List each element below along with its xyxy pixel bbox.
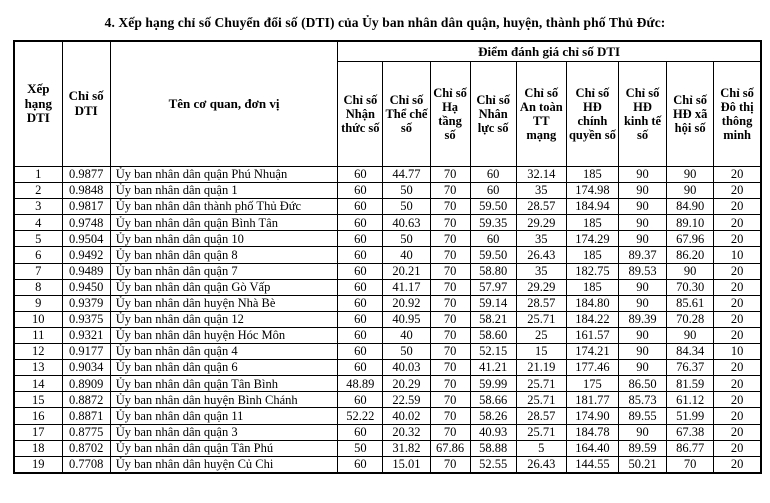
score-cell: 40.95 bbox=[383, 311, 430, 327]
header-row-group bbox=[14, 41, 761, 62]
org-name-cell: Ủy ban nhân dân quận 12 bbox=[110, 311, 338, 327]
table-row bbox=[14, 167, 761, 183]
score-cell: 20 bbox=[714, 263, 761, 279]
score-cell: 60 bbox=[338, 183, 383, 199]
score-cell: 60 bbox=[338, 279, 383, 295]
score-cell: 20 bbox=[714, 327, 761, 343]
score-cell: 15.01 bbox=[383, 456, 430, 473]
table-row bbox=[14, 376, 761, 392]
score-cell: 60 bbox=[470, 167, 516, 183]
dti-index-cell: 0.9504 bbox=[62, 231, 110, 247]
score-cell: 60 bbox=[338, 263, 383, 279]
score-cell: 61.12 bbox=[667, 392, 714, 408]
rank-cell: 4 bbox=[14, 215, 62, 231]
column-header-name: Tên cơ quan, đơn vị bbox=[110, 41, 338, 167]
score-cell: 52.22 bbox=[338, 408, 383, 424]
org-name-cell: Ủy ban nhân dân huyện Nhà Bè bbox=[110, 295, 338, 311]
table-row bbox=[14, 199, 761, 215]
score-cell: 48.89 bbox=[338, 376, 383, 392]
score-cell: 90 bbox=[618, 215, 666, 231]
score-cell: 22.59 bbox=[383, 392, 430, 408]
score-cell: 25.71 bbox=[516, 376, 566, 392]
dti-index-cell: 0.9375 bbox=[62, 311, 110, 327]
score-cell: 90 bbox=[618, 424, 666, 440]
table-row bbox=[14, 311, 761, 327]
score-cell: 70 bbox=[430, 199, 470, 215]
table-row bbox=[14, 247, 761, 263]
score-cell: 185 bbox=[566, 215, 618, 231]
dti-index-cell: 0.9177 bbox=[62, 344, 110, 360]
rank-cell: 8 bbox=[14, 279, 62, 295]
score-cell: 20 bbox=[714, 392, 761, 408]
score-cell: 26.43 bbox=[516, 247, 566, 263]
org-name-cell: Ủy ban nhân dân thành phố Thủ Đức bbox=[110, 199, 338, 215]
org-name-cell: Ủy ban nhân dân huyện Bình Chánh bbox=[110, 392, 338, 408]
score-cell: 181.77 bbox=[566, 392, 618, 408]
score-cell: 20 bbox=[714, 183, 761, 199]
column-header-nhan-luc-so: Chỉ số Nhân lực số bbox=[470, 62, 516, 167]
score-cell: 86.20 bbox=[667, 247, 714, 263]
score-cell: 70 bbox=[430, 215, 470, 231]
rank-cell: 5 bbox=[14, 231, 62, 247]
score-cell: 20 bbox=[714, 199, 761, 215]
score-cell: 90 bbox=[618, 344, 666, 360]
score-cell: 51.99 bbox=[667, 408, 714, 424]
score-cell: 29.29 bbox=[516, 215, 566, 231]
score-cell: 67.38 bbox=[667, 424, 714, 440]
score-cell: 89.55 bbox=[618, 408, 666, 424]
dti-index-cell: 0.9321 bbox=[62, 327, 110, 343]
rank-cell: 14 bbox=[14, 376, 62, 392]
score-cell: 58.80 bbox=[470, 263, 516, 279]
table-row bbox=[14, 215, 761, 231]
org-name-cell: Ủy ban nhân dân huyện Củ Chi bbox=[110, 456, 338, 473]
table-row bbox=[14, 456, 761, 473]
score-cell: 90 bbox=[667, 183, 714, 199]
column-header-an-toan-tt-mang: Chỉ số An toàn TT mạng bbox=[516, 62, 566, 167]
score-cell: 5 bbox=[516, 440, 566, 456]
score-cell: 90 bbox=[618, 279, 666, 295]
org-name-cell: Ủy ban nhân dân quận Bình Tân bbox=[110, 215, 338, 231]
score-cell: 20 bbox=[714, 360, 761, 376]
table-row bbox=[14, 392, 761, 408]
score-cell: 84.90 bbox=[667, 199, 714, 215]
org-name-cell: Ủy ban nhân dân quận 4 bbox=[110, 344, 338, 360]
column-header-hd-kinh-te-so: Chỉ số HĐ kinh tế số bbox=[618, 62, 666, 167]
table-row bbox=[14, 183, 761, 199]
column-header-scores-group: Điểm đánh giá chỉ số DTI bbox=[338, 41, 761, 62]
dti-index-cell: 0.9379 bbox=[62, 295, 110, 311]
score-cell: 70 bbox=[430, 327, 470, 343]
score-cell: 174.98 bbox=[566, 183, 618, 199]
score-cell: 60 bbox=[470, 231, 516, 247]
rank-cell: 15 bbox=[14, 392, 62, 408]
score-cell: 60 bbox=[338, 199, 383, 215]
score-cell: 60 bbox=[470, 183, 516, 199]
score-cell: 20 bbox=[714, 295, 761, 311]
column-header-the-che-so: Chỉ số Thể chế số bbox=[383, 62, 430, 167]
score-cell: 90 bbox=[618, 167, 666, 183]
score-cell: 60 bbox=[338, 360, 383, 376]
score-cell: 85.61 bbox=[667, 295, 714, 311]
score-cell: 58.60 bbox=[470, 327, 516, 343]
score-cell: 60 bbox=[338, 295, 383, 311]
org-name-cell: Ủy ban nhân dân quận 11 bbox=[110, 408, 338, 424]
score-cell: 67.86 bbox=[430, 440, 470, 456]
org-name-cell: Ủy ban nhân dân quận Gò Vấp bbox=[110, 279, 338, 295]
column-header-hd-chinh-quyen-so: Chỉ số HĐ chính quyền số bbox=[566, 62, 618, 167]
rank-cell: 6 bbox=[14, 247, 62, 263]
score-cell: 60 bbox=[338, 392, 383, 408]
score-cell: 20 bbox=[714, 376, 761, 392]
score-cell: 40.02 bbox=[383, 408, 430, 424]
dti-index-cell: 0.7708 bbox=[62, 456, 110, 473]
score-cell: 70 bbox=[430, 456, 470, 473]
score-cell: 60 bbox=[338, 247, 383, 263]
score-cell: 41.17 bbox=[383, 279, 430, 295]
score-cell: 50.21 bbox=[618, 456, 666, 473]
table-body bbox=[14, 167, 761, 473]
org-name-cell: Ủy ban nhân dân quận 3 bbox=[110, 424, 338, 440]
rank-cell: 11 bbox=[14, 327, 62, 343]
score-cell: 81.59 bbox=[667, 376, 714, 392]
score-cell: 25 bbox=[516, 327, 566, 343]
score-cell: 40.03 bbox=[383, 360, 430, 376]
rank-cell: 18 bbox=[14, 440, 62, 456]
org-name-cell: Ủy ban nhân dân quận 10 bbox=[110, 231, 338, 247]
score-cell: 60 bbox=[338, 424, 383, 440]
score-cell: 58.21 bbox=[470, 311, 516, 327]
score-cell: 10 bbox=[714, 344, 761, 360]
score-cell: 184.78 bbox=[566, 424, 618, 440]
score-cell: 89.37 bbox=[618, 247, 666, 263]
page-title: 4. Xếp hạng chỉ số Chuyển đổi số (DTI) của Ủy ban nhân dân quận, huyện, thành phố Thủ Đức: bbox=[104, 15, 666, 30]
score-cell: 60 bbox=[338, 231, 383, 247]
score-cell: 59.50 bbox=[470, 199, 516, 215]
score-cell: 10 bbox=[714, 247, 761, 263]
score-cell: 70 bbox=[430, 231, 470, 247]
score-cell: 20 bbox=[714, 311, 761, 327]
table-row bbox=[14, 408, 761, 424]
score-cell: 177.46 bbox=[566, 360, 618, 376]
score-cell: 21.19 bbox=[516, 360, 566, 376]
org-name-cell: Ủy ban nhân dân quận 8 bbox=[110, 247, 338, 263]
rank-cell: 16 bbox=[14, 408, 62, 424]
column-header-dti: Chỉ số DTI bbox=[62, 41, 110, 167]
score-cell: 20 bbox=[714, 215, 761, 231]
table-row bbox=[14, 440, 761, 456]
score-cell: 70 bbox=[430, 279, 470, 295]
dti-index-cell: 0.9877 bbox=[62, 167, 110, 183]
score-cell: 15 bbox=[516, 344, 566, 360]
score-cell: 90 bbox=[618, 231, 666, 247]
org-name-cell: Ủy ban nhân dân quận 7 bbox=[110, 263, 338, 279]
dti-index-cell: 0.8775 bbox=[62, 424, 110, 440]
rank-cell: 10 bbox=[14, 311, 62, 327]
score-cell: 20 bbox=[714, 408, 761, 424]
score-cell: 184.80 bbox=[566, 295, 618, 311]
score-cell: 20 bbox=[714, 456, 761, 473]
score-cell: 90 bbox=[618, 360, 666, 376]
score-cell: 26.43 bbox=[516, 456, 566, 473]
org-name-cell: Ủy ban nhân dân huyện Hóc Môn bbox=[110, 327, 338, 343]
score-cell: 70 bbox=[430, 167, 470, 183]
dti-index-cell: 0.9450 bbox=[62, 279, 110, 295]
score-cell: 25.71 bbox=[516, 311, 566, 327]
dti-index-cell: 0.8702 bbox=[62, 440, 110, 456]
score-cell: 40 bbox=[383, 247, 430, 263]
dti-index-cell: 0.8871 bbox=[62, 408, 110, 424]
score-cell: 20 bbox=[714, 440, 761, 456]
score-cell: 89.53 bbox=[618, 263, 666, 279]
score-cell: 20.29 bbox=[383, 376, 430, 392]
score-cell: 144.55 bbox=[566, 456, 618, 473]
score-cell: 58.26 bbox=[470, 408, 516, 424]
dti-index-cell: 0.9748 bbox=[62, 215, 110, 231]
org-name-cell: Ủy ban nhân dân quận 1 bbox=[110, 183, 338, 199]
score-cell: 44.77 bbox=[383, 167, 430, 183]
rank-cell: 9 bbox=[14, 295, 62, 311]
rank-cell: 17 bbox=[14, 424, 62, 440]
score-cell: 89.10 bbox=[667, 215, 714, 231]
score-cell: 58.66 bbox=[470, 392, 516, 408]
score-cell: 57.97 bbox=[470, 279, 516, 295]
score-cell: 90 bbox=[618, 199, 666, 215]
score-cell: 70 bbox=[430, 263, 470, 279]
table-row bbox=[14, 231, 761, 247]
score-cell: 70 bbox=[430, 408, 470, 424]
org-name-cell: Ủy ban nhân dân quận 6 bbox=[110, 360, 338, 376]
score-cell: 40 bbox=[383, 327, 430, 343]
score-cell: 175 bbox=[566, 376, 618, 392]
dti-index-cell: 0.8909 bbox=[62, 376, 110, 392]
score-cell: 161.57 bbox=[566, 327, 618, 343]
score-cell: 20 bbox=[714, 279, 761, 295]
score-cell: 59.99 bbox=[470, 376, 516, 392]
score-cell: 184.94 bbox=[566, 199, 618, 215]
table-row bbox=[14, 360, 761, 376]
rank-cell: 12 bbox=[14, 344, 62, 360]
score-cell: 28.57 bbox=[516, 295, 566, 311]
score-cell: 185 bbox=[566, 279, 618, 295]
rank-cell: 7 bbox=[14, 263, 62, 279]
score-cell: 40.93 bbox=[470, 424, 516, 440]
score-cell: 28.57 bbox=[516, 199, 566, 215]
column-header-hd-xa-hoi-so: Chỉ số HĐ xã hội số bbox=[667, 62, 714, 167]
score-cell: 32.14 bbox=[516, 167, 566, 183]
column-header-ha-tang-so: Chỉ số Hạ tầng số bbox=[430, 62, 470, 167]
score-cell: 25.71 bbox=[516, 392, 566, 408]
score-cell: 20 bbox=[714, 424, 761, 440]
score-cell: 50 bbox=[338, 440, 383, 456]
score-cell: 60 bbox=[338, 215, 383, 231]
rank-cell: 2 bbox=[14, 183, 62, 199]
score-cell: 59.14 bbox=[470, 295, 516, 311]
score-cell: 174.90 bbox=[566, 408, 618, 424]
score-cell: 35 bbox=[516, 263, 566, 279]
score-cell: 70 bbox=[667, 456, 714, 473]
score-cell: 60 bbox=[338, 456, 383, 473]
score-cell: 28.57 bbox=[516, 408, 566, 424]
score-cell: 70 bbox=[430, 424, 470, 440]
table-row bbox=[14, 344, 761, 360]
score-cell: 52.15 bbox=[470, 344, 516, 360]
dti-index-cell: 0.9492 bbox=[62, 247, 110, 263]
score-cell: 184.22 bbox=[566, 311, 618, 327]
score-cell: 70.28 bbox=[667, 311, 714, 327]
score-cell: 86.50 bbox=[618, 376, 666, 392]
score-cell: 70 bbox=[430, 392, 470, 408]
score-cell: 86.77 bbox=[667, 440, 714, 456]
rank-cell: 13 bbox=[14, 360, 62, 376]
score-cell: 40.63 bbox=[383, 215, 430, 231]
score-cell: 90 bbox=[667, 263, 714, 279]
score-cell: 76.37 bbox=[667, 360, 714, 376]
score-cell: 185 bbox=[566, 167, 618, 183]
score-cell: 20.21 bbox=[383, 263, 430, 279]
score-cell: 70 bbox=[430, 344, 470, 360]
score-cell: 50 bbox=[383, 199, 430, 215]
rank-cell: 19 bbox=[14, 456, 62, 473]
score-cell: 59.50 bbox=[470, 247, 516, 263]
table-row bbox=[14, 424, 761, 440]
dti-index-cell: 0.9034 bbox=[62, 360, 110, 376]
score-cell: 89.39 bbox=[618, 311, 666, 327]
score-cell: 90 bbox=[618, 183, 666, 199]
score-cell: 20 bbox=[714, 167, 761, 183]
score-cell: 85.73 bbox=[618, 392, 666, 408]
score-cell: 20.32 bbox=[383, 424, 430, 440]
score-cell: 60 bbox=[338, 167, 383, 183]
score-cell: 60 bbox=[338, 311, 383, 327]
score-cell: 70 bbox=[430, 360, 470, 376]
column-header-nhan-thuc-so: Chỉ số Nhận thức số bbox=[338, 62, 383, 167]
score-cell: 182.75 bbox=[566, 263, 618, 279]
score-cell: 70 bbox=[430, 247, 470, 263]
score-cell: 25.71 bbox=[516, 424, 566, 440]
score-cell: 174.21 bbox=[566, 344, 618, 360]
score-cell: 58.88 bbox=[470, 440, 516, 456]
table-row bbox=[14, 295, 761, 311]
score-cell: 70 bbox=[430, 311, 470, 327]
dti-ranking-table bbox=[13, 40, 762, 474]
rank-cell: 3 bbox=[14, 199, 62, 215]
score-cell: 59.35 bbox=[470, 215, 516, 231]
score-cell: 35 bbox=[516, 183, 566, 199]
column-header-do-thi-thong-minh: Chỉ số Đô thị thông minh bbox=[714, 62, 761, 167]
score-cell: 41.21 bbox=[470, 360, 516, 376]
dti-index-cell: 0.9489 bbox=[62, 263, 110, 279]
table-row bbox=[14, 263, 761, 279]
dti-index-cell: 0.9848 bbox=[62, 183, 110, 199]
score-cell: 60 bbox=[338, 344, 383, 360]
table-row bbox=[14, 327, 761, 343]
score-cell: 70 bbox=[430, 295, 470, 311]
table-header bbox=[14, 41, 761, 167]
score-cell: 29.29 bbox=[516, 279, 566, 295]
score-cell: 70 bbox=[430, 183, 470, 199]
column-header-rank: Xếp hạng DTI bbox=[14, 41, 62, 167]
score-cell: 50 bbox=[383, 183, 430, 199]
org-name-cell: Ủy ban nhân dân quận Phú Nhuận bbox=[110, 167, 338, 183]
dti-index-cell: 0.9817 bbox=[62, 199, 110, 215]
score-cell: 174.29 bbox=[566, 231, 618, 247]
score-cell: 35 bbox=[516, 231, 566, 247]
score-cell: 185 bbox=[566, 247, 618, 263]
score-cell: 20 bbox=[714, 231, 761, 247]
table-row bbox=[14, 279, 761, 295]
score-cell: 90 bbox=[618, 295, 666, 311]
score-cell: 50 bbox=[383, 231, 430, 247]
score-cell: 70.30 bbox=[667, 279, 714, 295]
score-cell: 31.82 bbox=[383, 440, 430, 456]
score-cell: 90 bbox=[618, 327, 666, 343]
org-name-cell: Ủy ban nhân dân quận Tân Phú bbox=[110, 440, 338, 456]
dti-index-cell: 0.8872 bbox=[62, 392, 110, 408]
rank-cell: 1 bbox=[14, 167, 62, 183]
score-cell: 90 bbox=[667, 167, 714, 183]
score-cell: 89.59 bbox=[618, 440, 666, 456]
score-cell: 50 bbox=[383, 344, 430, 360]
score-cell: 70 bbox=[430, 376, 470, 392]
score-cell: 20.92 bbox=[383, 295, 430, 311]
score-cell: 84.34 bbox=[667, 344, 714, 360]
score-cell: 164.40 bbox=[566, 440, 618, 456]
score-cell: 90 bbox=[667, 327, 714, 343]
score-cell: 52.55 bbox=[470, 456, 516, 473]
org-name-cell: Ủy ban nhân dân quận Tân Bình bbox=[110, 376, 338, 392]
score-cell: 60 bbox=[338, 327, 383, 343]
score-cell: 67.96 bbox=[667, 231, 714, 247]
